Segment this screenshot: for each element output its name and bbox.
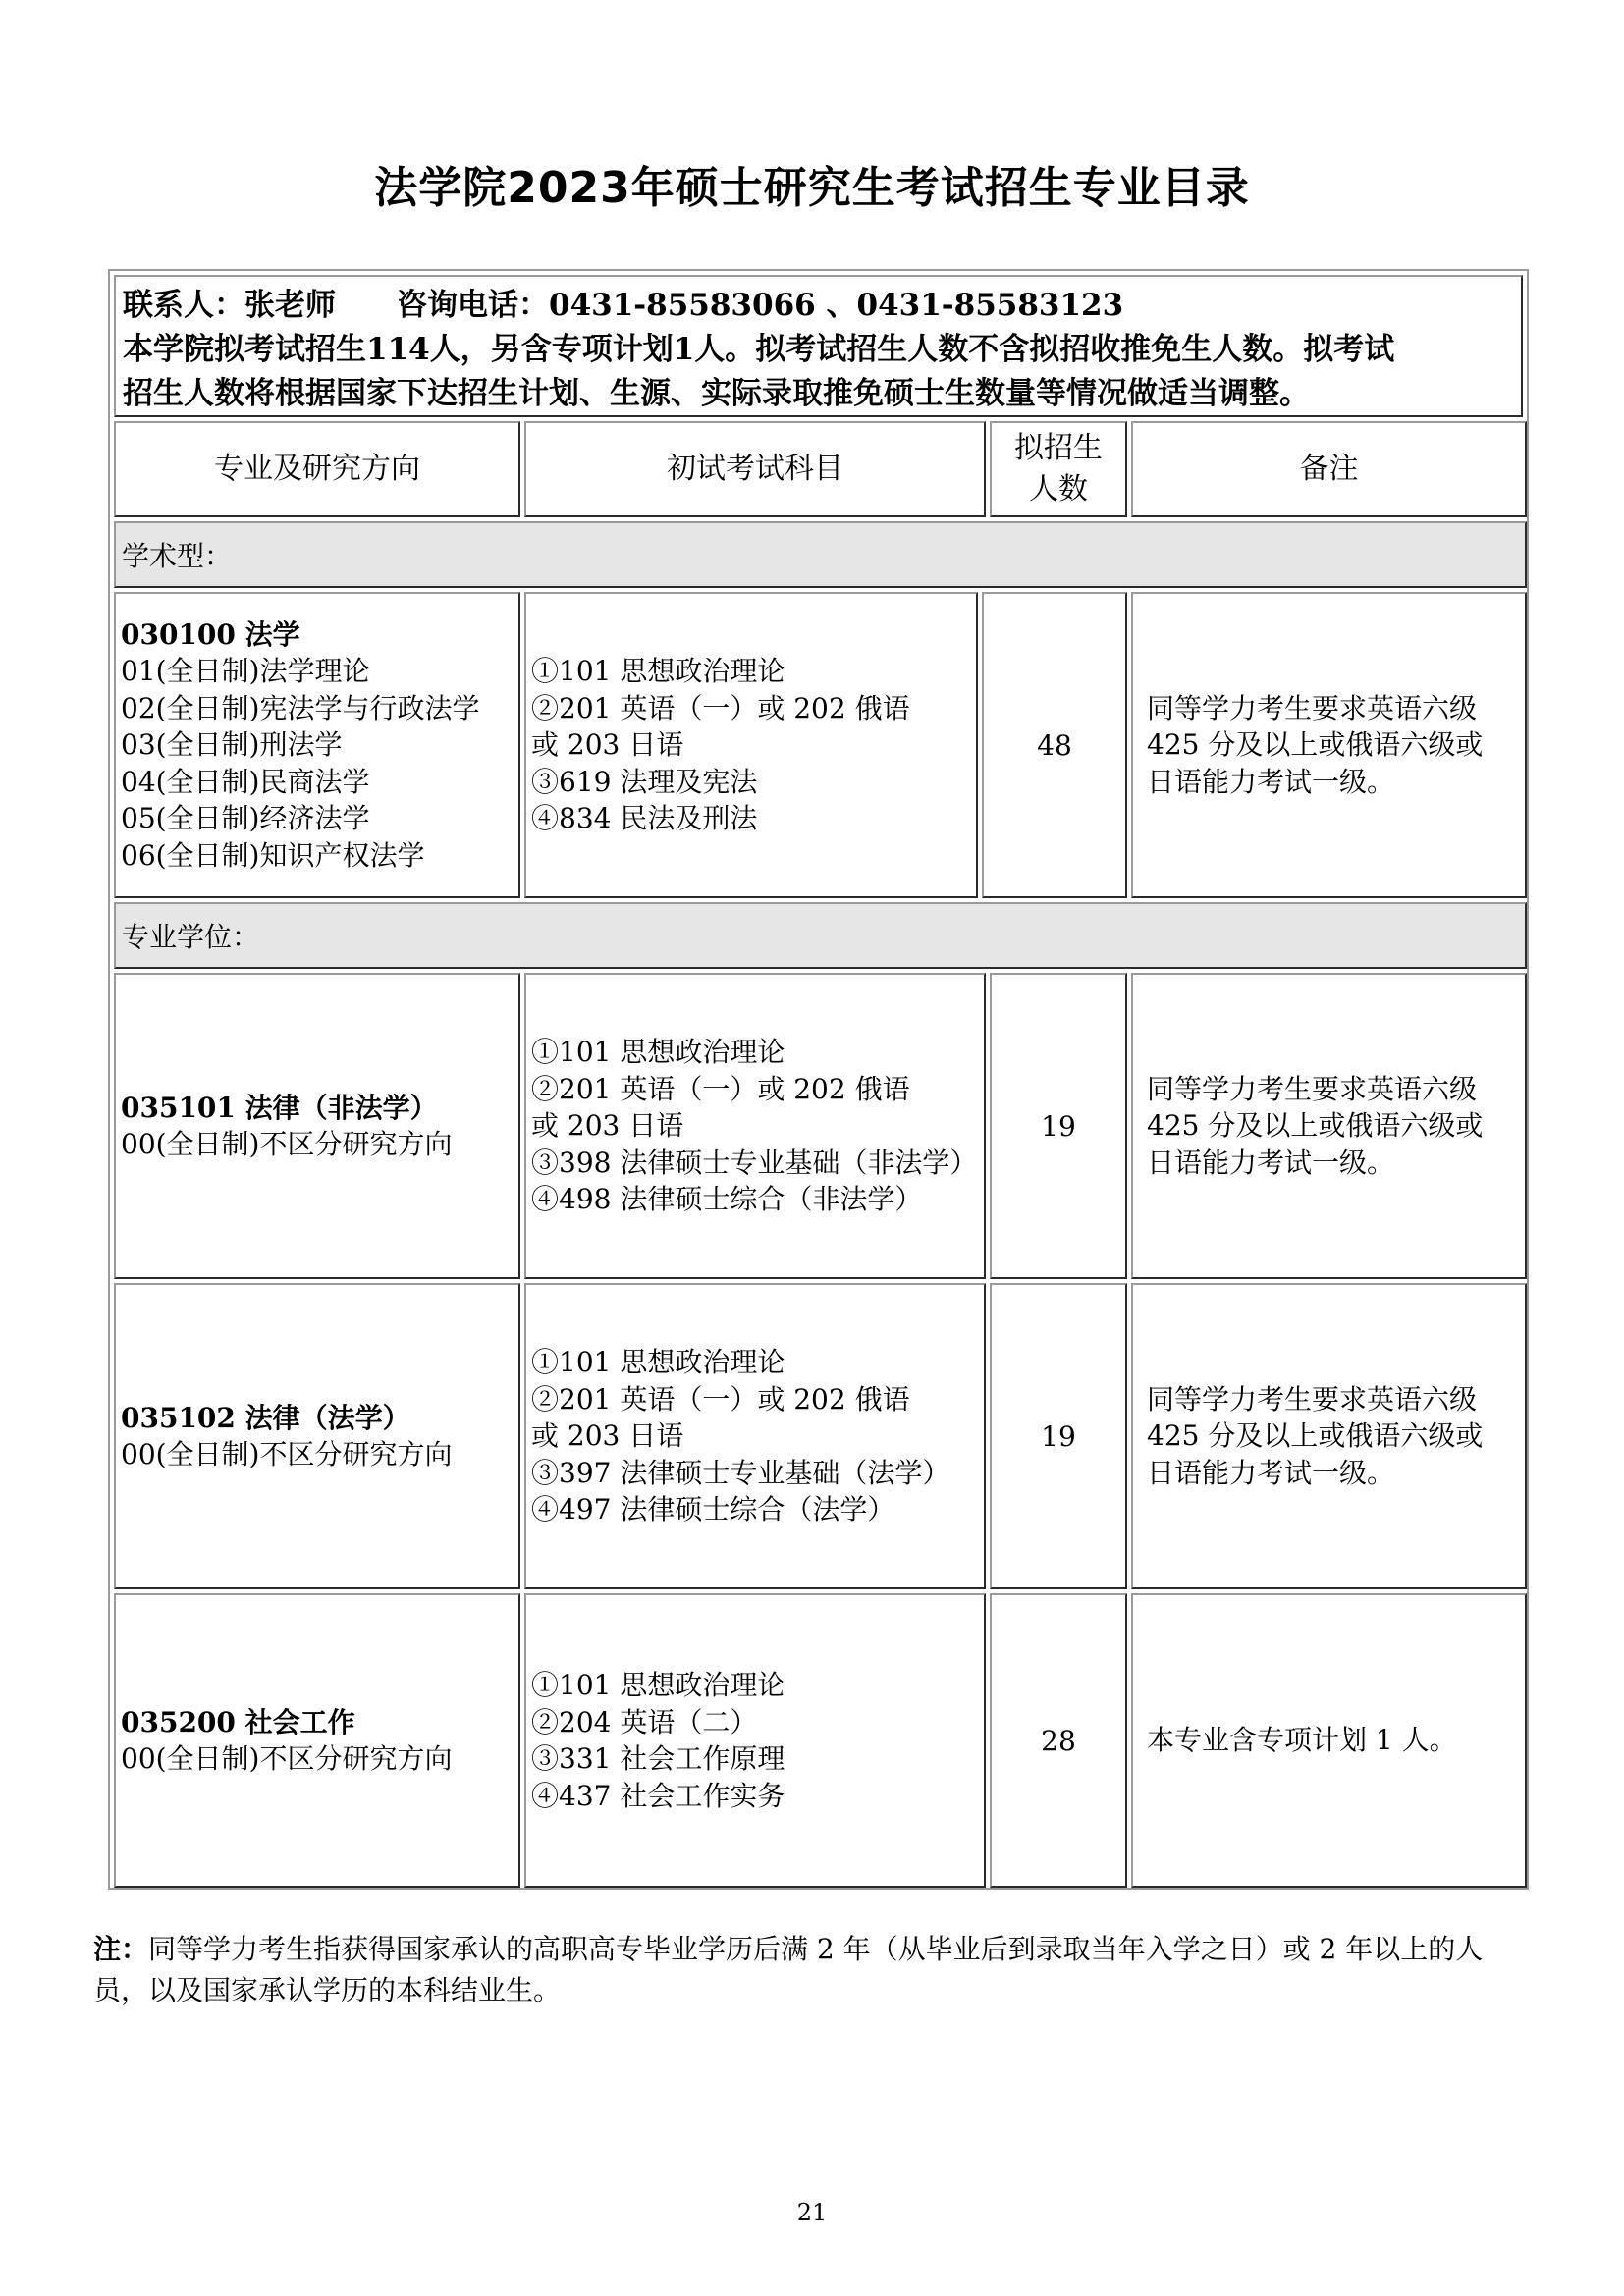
plan-line: 本学院拟考试招生114人，另含专项计划1人。拟考试招生人数不含拟招收推免生人数。拟考试 bbox=[123, 332, 1395, 367]
header-count bbox=[990, 421, 1127, 517]
footnote-label: 注： bbox=[93, 1933, 149, 1965]
direction-item: 00(全日制)不区分研究方向 bbox=[121, 1742, 453, 1775]
contact-line: 联系人：张老师 咨询电话：0431-85583066 、0431-85583123 bbox=[123, 288, 1124, 323]
count-cell bbox=[990, 1593, 1127, 1888]
exam-cell bbox=[524, 592, 978, 898]
exam-item: ④498 法律硕士综合（非法学） bbox=[531, 1183, 923, 1216]
exam-cell bbox=[524, 973, 986, 1279]
exam-item: 或 203 日语 bbox=[531, 1419, 684, 1453]
major-name: 030100 法学 bbox=[121, 617, 300, 651]
count-cell bbox=[982, 592, 1127, 898]
remark-line: 425 分及以上或俄语六级或 bbox=[1147, 1109, 1484, 1143]
exam-item: ①101 思想政治理论 bbox=[531, 655, 785, 688]
header-exam bbox=[524, 421, 986, 517]
remark-line: 日语能力考试一级。 bbox=[1147, 1456, 1395, 1489]
count-cell bbox=[990, 1283, 1127, 1589]
major-name: 035200 社会工作 bbox=[121, 1705, 355, 1738]
remark-line: 425 分及以上或俄语六级或 bbox=[1147, 1419, 1484, 1453]
exam-item: ①101 思想政治理论 bbox=[531, 1036, 785, 1069]
header-major bbox=[114, 421, 520, 517]
direction-item: 00(全日制)不区分研究方向 bbox=[121, 1128, 453, 1160]
exam-item: ②201 英语（一）或 202 俄语 bbox=[531, 691, 910, 724]
exam-item: ③397 法律硕士专业基础（法学） bbox=[531, 1456, 950, 1489]
exam-cell bbox=[524, 1283, 986, 1589]
remark-line: 日语能力考试一级。 bbox=[1147, 1146, 1395, 1179]
remark-line: 同等学力考生要求英语六级 bbox=[1147, 691, 1478, 724]
exam-item: ④834 民法及刑法 bbox=[531, 802, 758, 835]
page-number: 21 bbox=[796, 2199, 828, 2226]
count-value: 19 bbox=[1041, 1419, 1076, 1453]
count-value: 19 bbox=[1041, 1109, 1076, 1143]
section-label: 专业学位： bbox=[122, 921, 260, 953]
remark-line: 同等学力考生要求英语六级 bbox=[1147, 1382, 1478, 1415]
exam-item: ①101 思想政治理论 bbox=[531, 1346, 785, 1379]
remark-cell bbox=[1131, 973, 1527, 1279]
exam-cell bbox=[524, 1593, 986, 1888]
exam-item: ③331 社会工作原理 bbox=[531, 1742, 785, 1775]
exam-item: ①101 思想政治理论 bbox=[531, 1669, 785, 1701]
remark-line: 425 分及以上或俄语六级或 bbox=[1147, 728, 1484, 762]
contact-info bbox=[114, 275, 1523, 417]
exam-item: 或 203 日语 bbox=[531, 728, 684, 762]
major-name: 035101 法律（非法学） bbox=[121, 1091, 438, 1124]
direction-item: 05(全日制)经济法学 bbox=[121, 802, 370, 835]
major-cell bbox=[114, 1283, 520, 1589]
catalog-table bbox=[108, 269, 1529, 1890]
section-academic bbox=[114, 521, 1527, 588]
exam-item: ②201 英语（一）或 202 俄语 bbox=[531, 1072, 910, 1105]
page-title: 法学院2023年硕士研究生考试招生专业目录 bbox=[374, 163, 1250, 213]
footnote-text: 同等学力考生指获得国家承认的高职高专毕业学历后满 2 年（从毕业后到录取当年入学之日）或 2 年以上的人员，以及国家承认学历的本科结业生。 bbox=[93, 1933, 1484, 2006]
count-cell bbox=[990, 973, 1127, 1279]
count-value: 48 bbox=[1037, 728, 1072, 762]
footnote bbox=[93, 1929, 1537, 2011]
direction-item: 01(全日制)法学理论 bbox=[121, 655, 370, 688]
header-count-label: 人数 bbox=[1029, 472, 1088, 507]
section-professional bbox=[114, 902, 1527, 969]
remark-cell bbox=[1131, 1593, 1527, 1888]
major-cell bbox=[114, 973, 520, 1279]
section-label: 学术型： bbox=[122, 540, 233, 572]
remark-cell bbox=[1131, 592, 1527, 898]
remark-line: 同等学力考生要求英语六级 bbox=[1147, 1072, 1478, 1105]
count-value: 28 bbox=[1041, 1724, 1076, 1757]
exam-item: ②204 英语（二） bbox=[531, 1705, 758, 1738]
header-exam-label: 初试考试科目 bbox=[667, 452, 843, 486]
header-remark-label: 备注 bbox=[1299, 452, 1359, 486]
remark-line: 本专业含专项计划 1 人。 bbox=[1147, 1724, 1457, 1757]
exam-item: ④497 法律硕士综合（法学） bbox=[531, 1493, 895, 1526]
direction-item: 04(全日制)民商法学 bbox=[121, 765, 370, 798]
exam-item: ②201 英语（一）或 202 俄语 bbox=[531, 1382, 910, 1415]
major-cell bbox=[114, 1593, 520, 1888]
major-name: 035102 法律（法学） bbox=[121, 1401, 410, 1434]
exam-item: 或 203 日语 bbox=[531, 1109, 684, 1143]
direction-item: 06(全日制)知识产权法学 bbox=[121, 838, 425, 872]
header-major-label: 专业及研究方向 bbox=[214, 452, 420, 486]
remark-cell bbox=[1131, 1283, 1527, 1589]
header-remark bbox=[1131, 421, 1527, 517]
major-cell bbox=[114, 592, 520, 898]
remark-line: 日语能力考试一级。 bbox=[1147, 765, 1395, 798]
direction-item: 00(全日制)不区分研究方向 bbox=[121, 1438, 453, 1470]
exam-item: ④437 社会工作实务 bbox=[531, 1779, 785, 1812]
direction-item: 02(全日制)宪法学与行政法学 bbox=[121, 691, 480, 724]
exam-item: ③398 法律硕士专业基础（非法学） bbox=[531, 1146, 978, 1179]
exam-item: ③619 法理及宪法 bbox=[531, 765, 758, 798]
direction-item: 03(全日制)刑法学 bbox=[121, 728, 343, 762]
plan-line: 招生人数将根据国家下达招生计划、生源、实际录取推免硕士生数量等情况做适当调整。 bbox=[123, 376, 1310, 411]
header-count-label: 拟招生 bbox=[1014, 431, 1103, 465]
